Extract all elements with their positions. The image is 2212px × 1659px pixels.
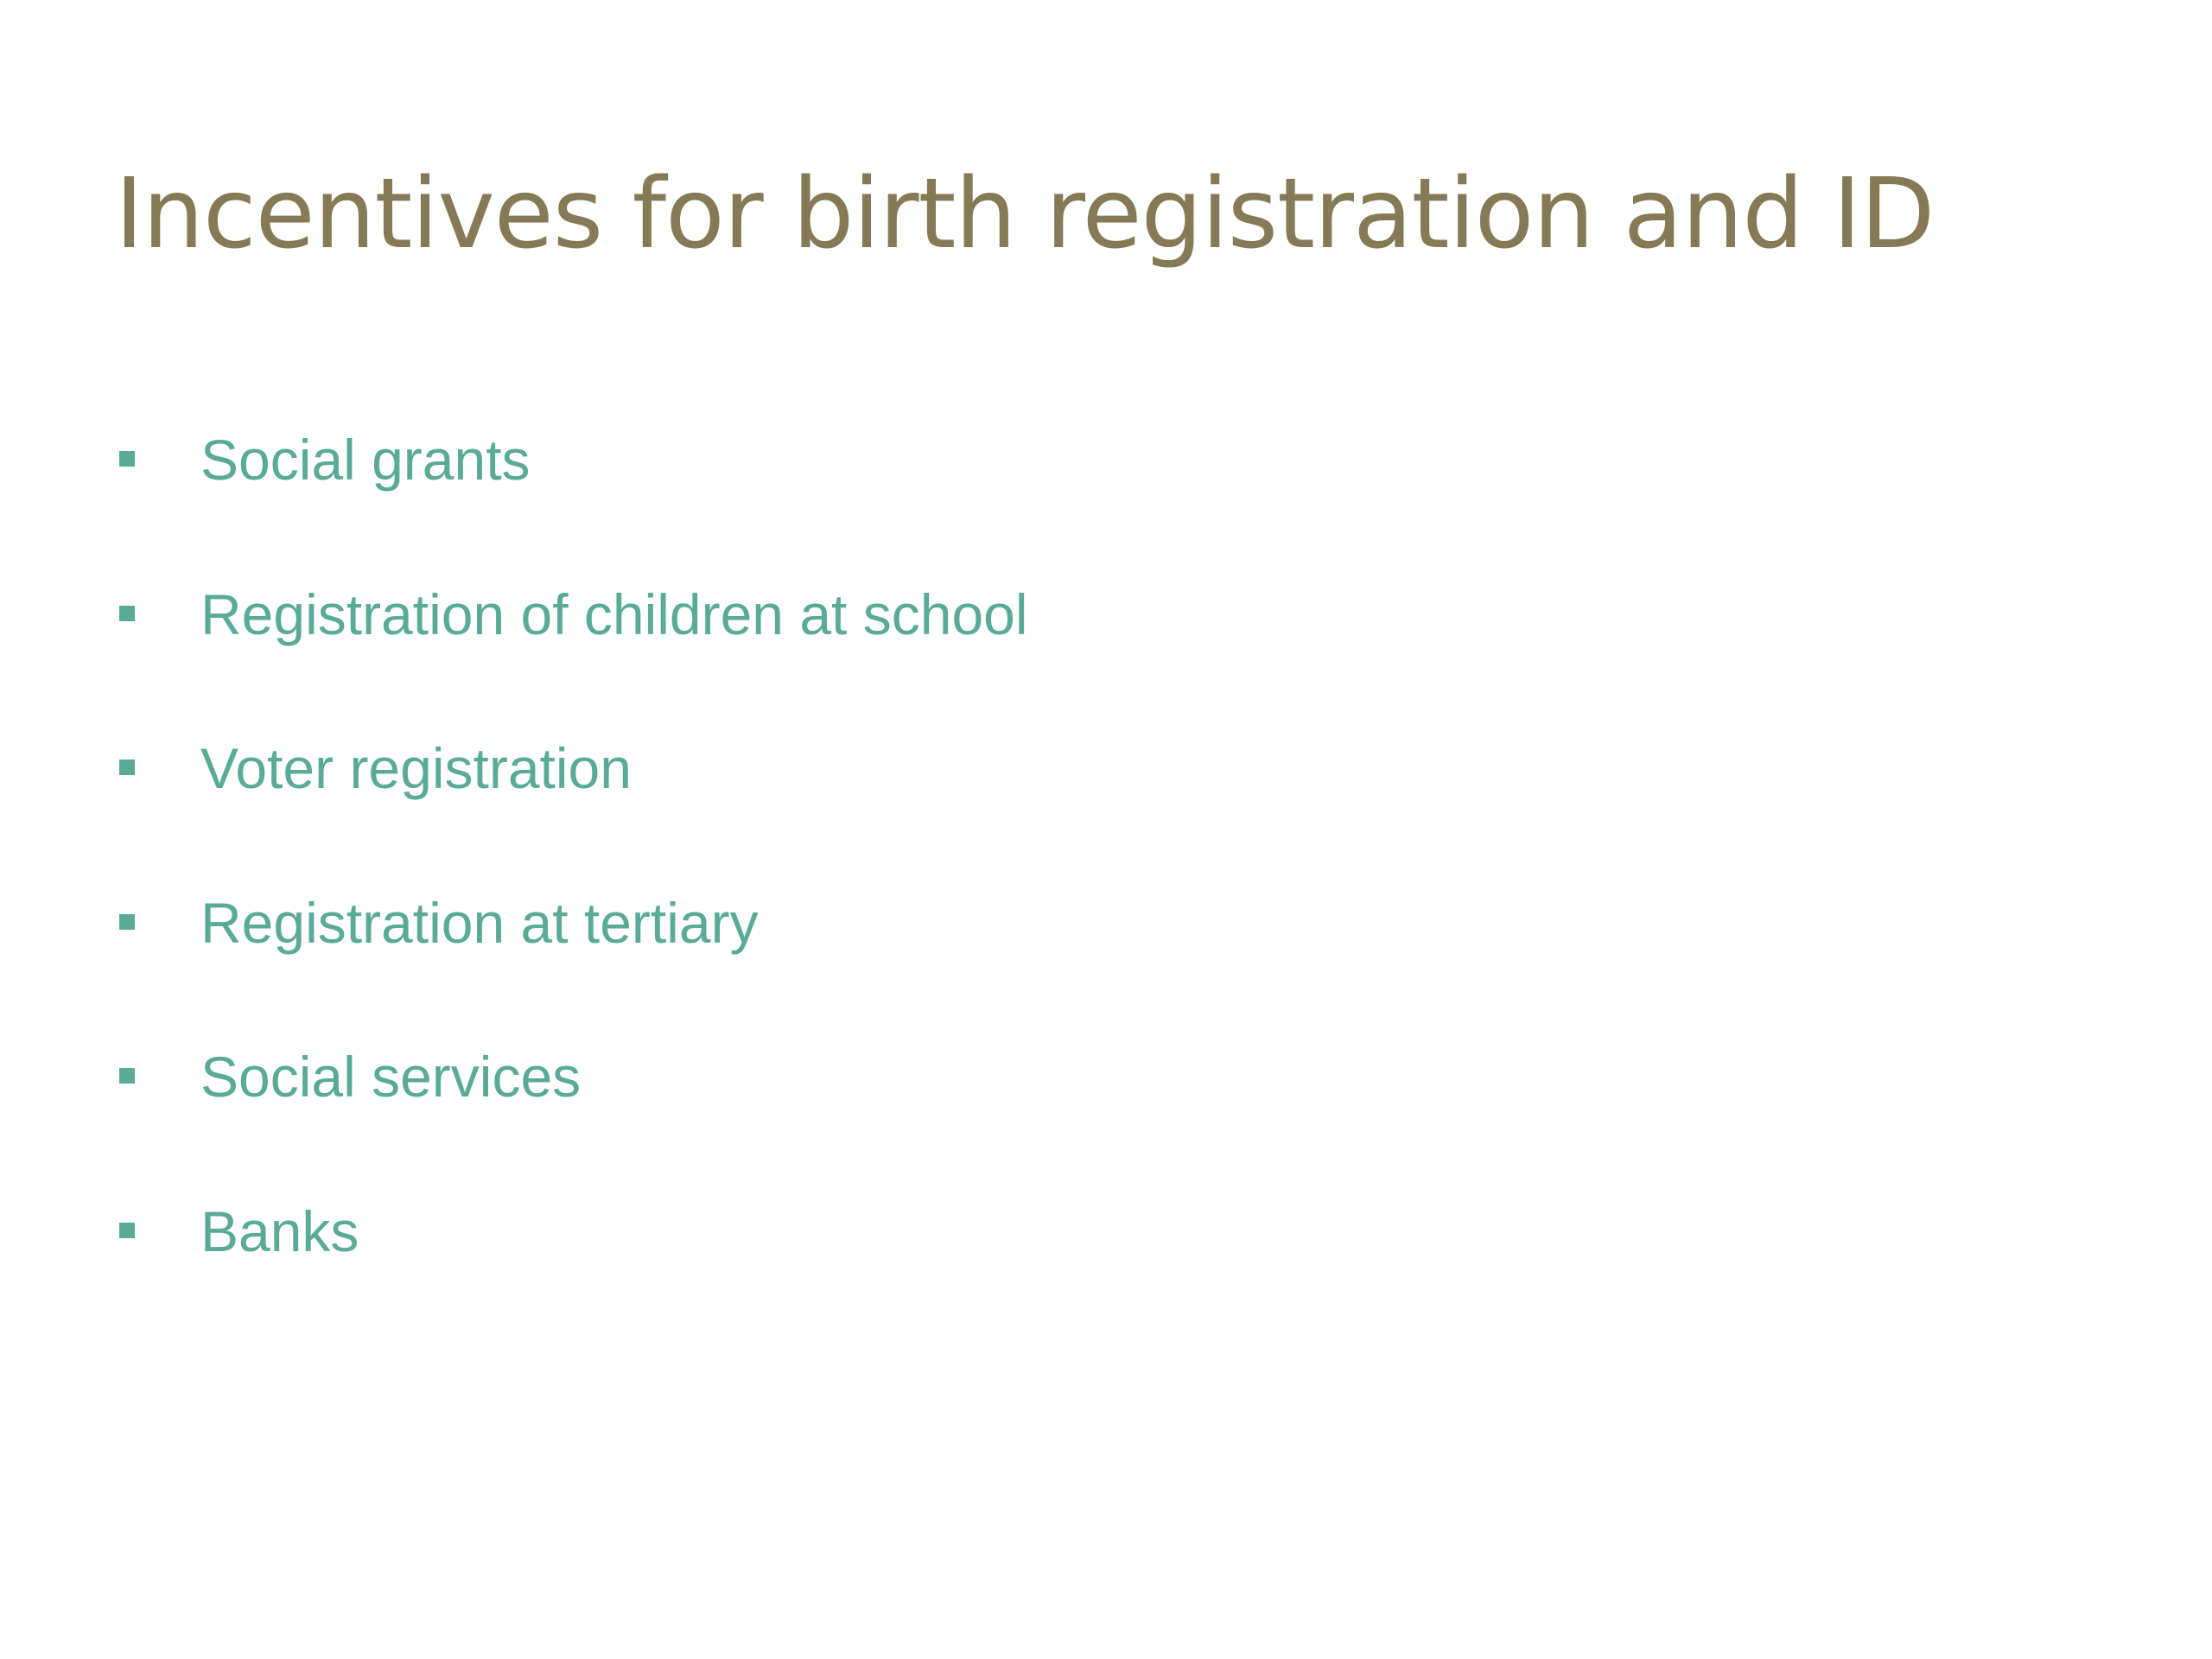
list-item-label: Social grants bbox=[200, 428, 531, 492]
square-bullet-icon bbox=[119, 914, 135, 930]
list-item-label: Registration at tertiary bbox=[200, 890, 759, 955]
square-bullet-icon bbox=[119, 1068, 135, 1084]
list-item-label: Social services bbox=[200, 1045, 582, 1109]
slide-title: Incentives for birth registration and ID bbox=[115, 158, 1935, 270]
square-bullet-icon bbox=[119, 1223, 135, 1238]
list-item-label: Registration of children at school bbox=[200, 582, 1028, 646]
square-bullet-icon bbox=[119, 606, 135, 621]
list-item-label: Banks bbox=[200, 1198, 359, 1263]
list-item-label: Voter registration bbox=[200, 736, 632, 801]
square-bullet-icon bbox=[119, 451, 135, 467]
square-bullet-icon bbox=[119, 760, 135, 775]
